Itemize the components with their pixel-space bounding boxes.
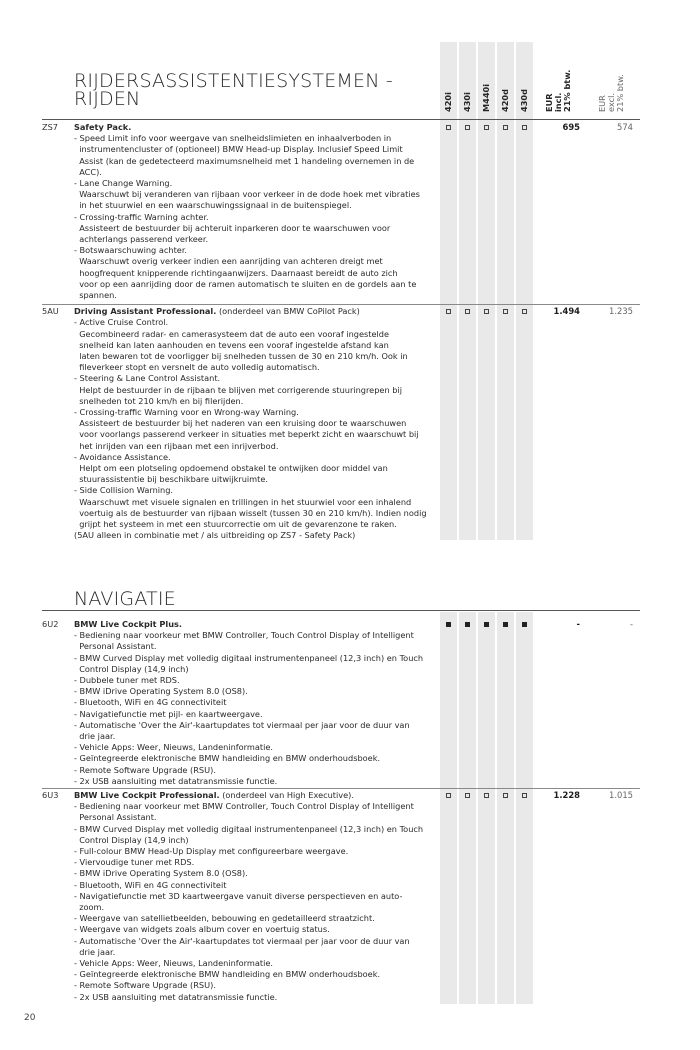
description-line: - Weergave van widgets zoals album cover en voertuig status. [74, 924, 330, 935]
row-divider [42, 304, 640, 305]
option-name: BMW Live Cockpit Professional. [74, 790, 220, 800]
optional-marker [484, 793, 489, 798]
description-line: - Bediening naar voorkeur met BMW Controller, Touch Control Display of Intelligent [74, 630, 414, 641]
price-excl-vat: 574 [617, 122, 633, 132]
model-header-430i: 430i [462, 92, 472, 112]
option-code: 5AU [42, 306, 59, 317]
description-line: - Bediening naar voorkeur met BMW Controller, Touch Control Display of Intelligent [74, 801, 414, 812]
price-incl-header: EUR [544, 93, 554, 112]
description-line: Helpt de bestuurder in de rijbaan te blijven met corrigerende stuuringrepen bij [74, 384, 402, 395]
optional-marker [465, 125, 470, 130]
section-title-rijdersassistentie: RIJDERSASSISTENTIESYSTEMEN - RIJDEN [74, 70, 393, 110]
description-line: zoom. [74, 902, 105, 913]
description-line: (5AU alleen in combinatie met / als uitbreiding op ZS7 - Safety Pack) [74, 530, 356, 541]
description-line: - Crossing-traffic Warning voor en Wrong-way Warning. [74, 407, 299, 418]
description-line: voor voorlangs passerend verkeer in situaties met beperkt zicht en waarschuwt bij [74, 429, 419, 440]
description-line: - BMW Curved Display met volledig digitaal instrumentenpaneel (12,3 inch) en Touch [74, 823, 424, 834]
model-column-band [516, 612, 533, 1004]
description-line: - Active Cruise Control. [74, 317, 169, 328]
option-code: 6U2 [42, 619, 59, 629]
description-line: - Botswaarschuwing achter. [74, 245, 188, 256]
standard-marker [446, 622, 451, 627]
option-note: (onderdeel van BMW CoPilot Pack) [216, 306, 360, 317]
description-line: stuurassistentie bij beschikbare uitwijkruimte. [74, 474, 268, 485]
description-line: - Side Collision Warning. [74, 485, 174, 496]
standard-marker [484, 622, 489, 627]
description-line: - Geïntegreerde elektronische BMW handleiding en BMW onderhoudsboek. [74, 969, 381, 980]
description-line: snelheid kan laten aanhouden en tevens een vooraf ingestelde afstand kan [74, 339, 389, 350]
description-line: drie jaar. [74, 946, 116, 957]
option-description [74, 306, 438, 541]
description-line: Personal Assistant. [74, 812, 157, 823]
description-line: - Automatische 'Over the Air'-kaartupdates tot viermaal per jaar voor de duur van [74, 719, 410, 730]
price-excl-vat: 1.015 [609, 790, 633, 800]
description-line: - Vehicle Apps: Weer, Nieuws, Landeninformatie. [74, 742, 274, 753]
description-line: - Bluetooth, WiFi en 4G connectiviteit [74, 879, 227, 890]
description-line: - BMW iDrive Operating System 8.0 (OS8). [74, 686, 248, 697]
description-line: - Avoidance Assistance. [74, 451, 171, 462]
section-divider [42, 119, 640, 120]
description-line: snelheden tot 210 km/h en bij filerijden. [74, 395, 244, 406]
model-column-band [459, 42, 476, 540]
description-line: - Speed Limit info voor weergave van snelheidslimieten en inhaalverboden in [74, 133, 392, 144]
price-incl-header: 21% btw. [562, 69, 572, 112]
option-description [74, 790, 438, 1003]
description-line: - Automatische 'Over the Air'-kaartupdates tot viermaal per jaar voor de duur van [74, 935, 410, 946]
optional-marker [503, 793, 508, 798]
optional-marker [446, 793, 451, 798]
model-header-m440i: M440i [481, 83, 491, 112]
description-line: ACC). [74, 166, 102, 177]
price-incl-vat: - [576, 619, 580, 629]
description-line: Assist (kan de gedetecteerd maximumsnelheid met 1 handeling overnemen in de [74, 155, 415, 166]
description-line: Helpt om een plotseling opdoemend obstakel te ontwijken door middel van [74, 463, 388, 474]
description-line: spannen. [74, 290, 117, 301]
description-line: Personal Assistant. [74, 641, 157, 652]
model-column-band [497, 612, 514, 1004]
option-description [74, 122, 438, 301]
description-line: Control Display (14,9 inch) [74, 834, 189, 845]
model-column-band [478, 612, 495, 1004]
section-divider [42, 610, 640, 611]
model-header-420i: 420i [443, 92, 453, 112]
section-title-navigatie: NAVIGATIE [74, 588, 176, 610]
option-code: ZS7 [42, 122, 59, 132]
price-incl-vat: 695 [562, 122, 580, 132]
price-excl-vat: - [629, 619, 633, 629]
price-excl-header: EUR [597, 95, 607, 112]
model-column-band [478, 42, 495, 540]
model-header-420d: 420d [500, 89, 510, 112]
option-name: Driving Assistant Professional. [74, 306, 217, 317]
option-name: BMW Live Cockpit Plus. [74, 619, 183, 629]
description-line: - Navigatiefunctie met 3D kaartweergave vanuit diverse perspectieven en auto- [74, 890, 403, 901]
optional-marker [484, 125, 489, 130]
price-excl-header: 21% btw. [615, 74, 625, 112]
model-column-band [440, 42, 457, 540]
description-line: - BMW iDrive Operating System 8.0 (OS8). [74, 868, 248, 879]
description-line: - 2x USB aansluiting met datatransmissie functie. [74, 991, 278, 1002]
option-code: 6U3 [42, 790, 59, 800]
optional-marker [484, 309, 489, 314]
standard-marker [503, 622, 508, 627]
optional-marker [465, 793, 470, 798]
standard-marker [465, 622, 470, 627]
description-line: - Crossing-traffic Warning achter. [74, 211, 209, 222]
price-excl-vat: 1.235 [609, 306, 633, 317]
description-line: hoogfrequent knipperende richtingaanwijzers. Daarnaast bereidt de auto zich [74, 267, 398, 278]
price-excl-header: excl. [606, 93, 616, 112]
description-line: laten bewaren tot de voorligger bij snelheden tussen de 30 en 210 km/h. Ook in [74, 351, 408, 361]
optional-marker [503, 125, 508, 130]
option-description [74, 619, 438, 787]
description-line: - Weergave van satellietbeelden, bebouwing en gedetailleerd straatzicht. [74, 913, 375, 924]
description-line: - Remote Software Upgrade (RSU). [74, 764, 216, 775]
description-line: voor op een aanrijding door de ramen automatisch te sluiten en de gordels aan te [74, 278, 417, 289]
description-line: instrumentencluster of (optioneel) BMW Head-up Display. Inclusief Speed Limit [74, 144, 403, 155]
description-line: in het stuurwiel en een waarschuwingssignaal in de buitenspiegel. [74, 200, 352, 211]
model-header-430d: 430d [519, 89, 529, 112]
description-line: - Steering & Lane Control Assistant. [74, 373, 221, 384]
description-line: - Full-colour BMW Head-Up Display met configureerbare weergave. [74, 846, 349, 857]
description-line: - Geïntegreerde elektronische BMW handleiding en BMW onderhoudsboek. [74, 753, 381, 764]
description-line: - Remote Software Upgrade (RSU). [74, 980, 216, 991]
description-line: - Dubbele tuner met RDS. [74, 675, 180, 686]
description-line: Control Display (14,9 inch) [74, 663, 189, 674]
model-column-band [459, 612, 476, 1004]
price-incl-vat: 1.494 [553, 306, 580, 317]
description-line: - Vehicle Apps: Weer, Nieuws, Landeninformatie. [74, 958, 274, 969]
optional-marker [446, 309, 451, 314]
description-line: - 2x USB aansluiting met datatransmissie functie. [74, 775, 278, 786]
row-divider [42, 788, 640, 789]
price-incl-vat: 1.228 [553, 790, 580, 800]
description-line: grijpt het systeem in met een stuurcorrectie om uit de gevarenzone te raken. [74, 519, 397, 530]
description-line: Waarschuwt overig verkeer indien een aanrijding van achteren dreigt met [74, 256, 383, 267]
optional-marker [465, 309, 470, 314]
description-line: fileverkeer stopt en versnelt de auto volledig automatisch. [74, 362, 320, 373]
optional-marker [503, 309, 508, 314]
model-column-band [516, 42, 533, 540]
description-line: Assisteert de bestuurder bij achteruit inparkeren door te waarschuwen voor [74, 222, 391, 233]
price-incl-header: incl. [553, 92, 563, 112]
description-line: Waarschuwt met visuele signalen en trillingen in het stuurwiel voor een inhalend [74, 496, 412, 507]
optional-marker [446, 125, 451, 130]
description-line: - Viervoudige tuner met RDS. [74, 857, 195, 868]
model-column-band [497, 42, 514, 540]
description-line: - Lane Change Warning. [74, 178, 173, 189]
description-line: Assisteert de bestuurder bij het naderen van een kruising door te waarschuwen [74, 418, 407, 429]
description-line: het inrijden van een rijbaan met een inrijverbod. [74, 440, 279, 451]
description-line: Waarschuwt bij veranderen van rijbaan voor verkeer in de dode hoek met vibraties [74, 189, 420, 200]
page-number: 20 [24, 1013, 36, 1023]
option-name: Safety Pack. [74, 122, 132, 132]
model-column-band [440, 612, 457, 1004]
description-line: - Bluetooth, WiFi en 4G connectiviteit [74, 697, 227, 708]
description-line: drie jaar. [74, 731, 116, 742]
description-line: - BMW Curved Display met volledig digitaal instrumentenpaneel (12,3 inch) en Touch [74, 652, 424, 663]
option-note: (onderdeel van High Executive). [219, 790, 354, 800]
description-line: - Navigatiefunctie met pijl- en kaartweergave. [74, 708, 263, 719]
description-line: Gecombineerd radar- en camerasysteem dat de auto een vooraf ingestelde [74, 328, 390, 339]
description-line: achterlangs passerend verkeer. [74, 234, 209, 245]
description-line: voertuig als de bestuurder van rijbaan wisselt (tussen 30 en 210 km/h). Indien nodig [74, 507, 427, 518]
